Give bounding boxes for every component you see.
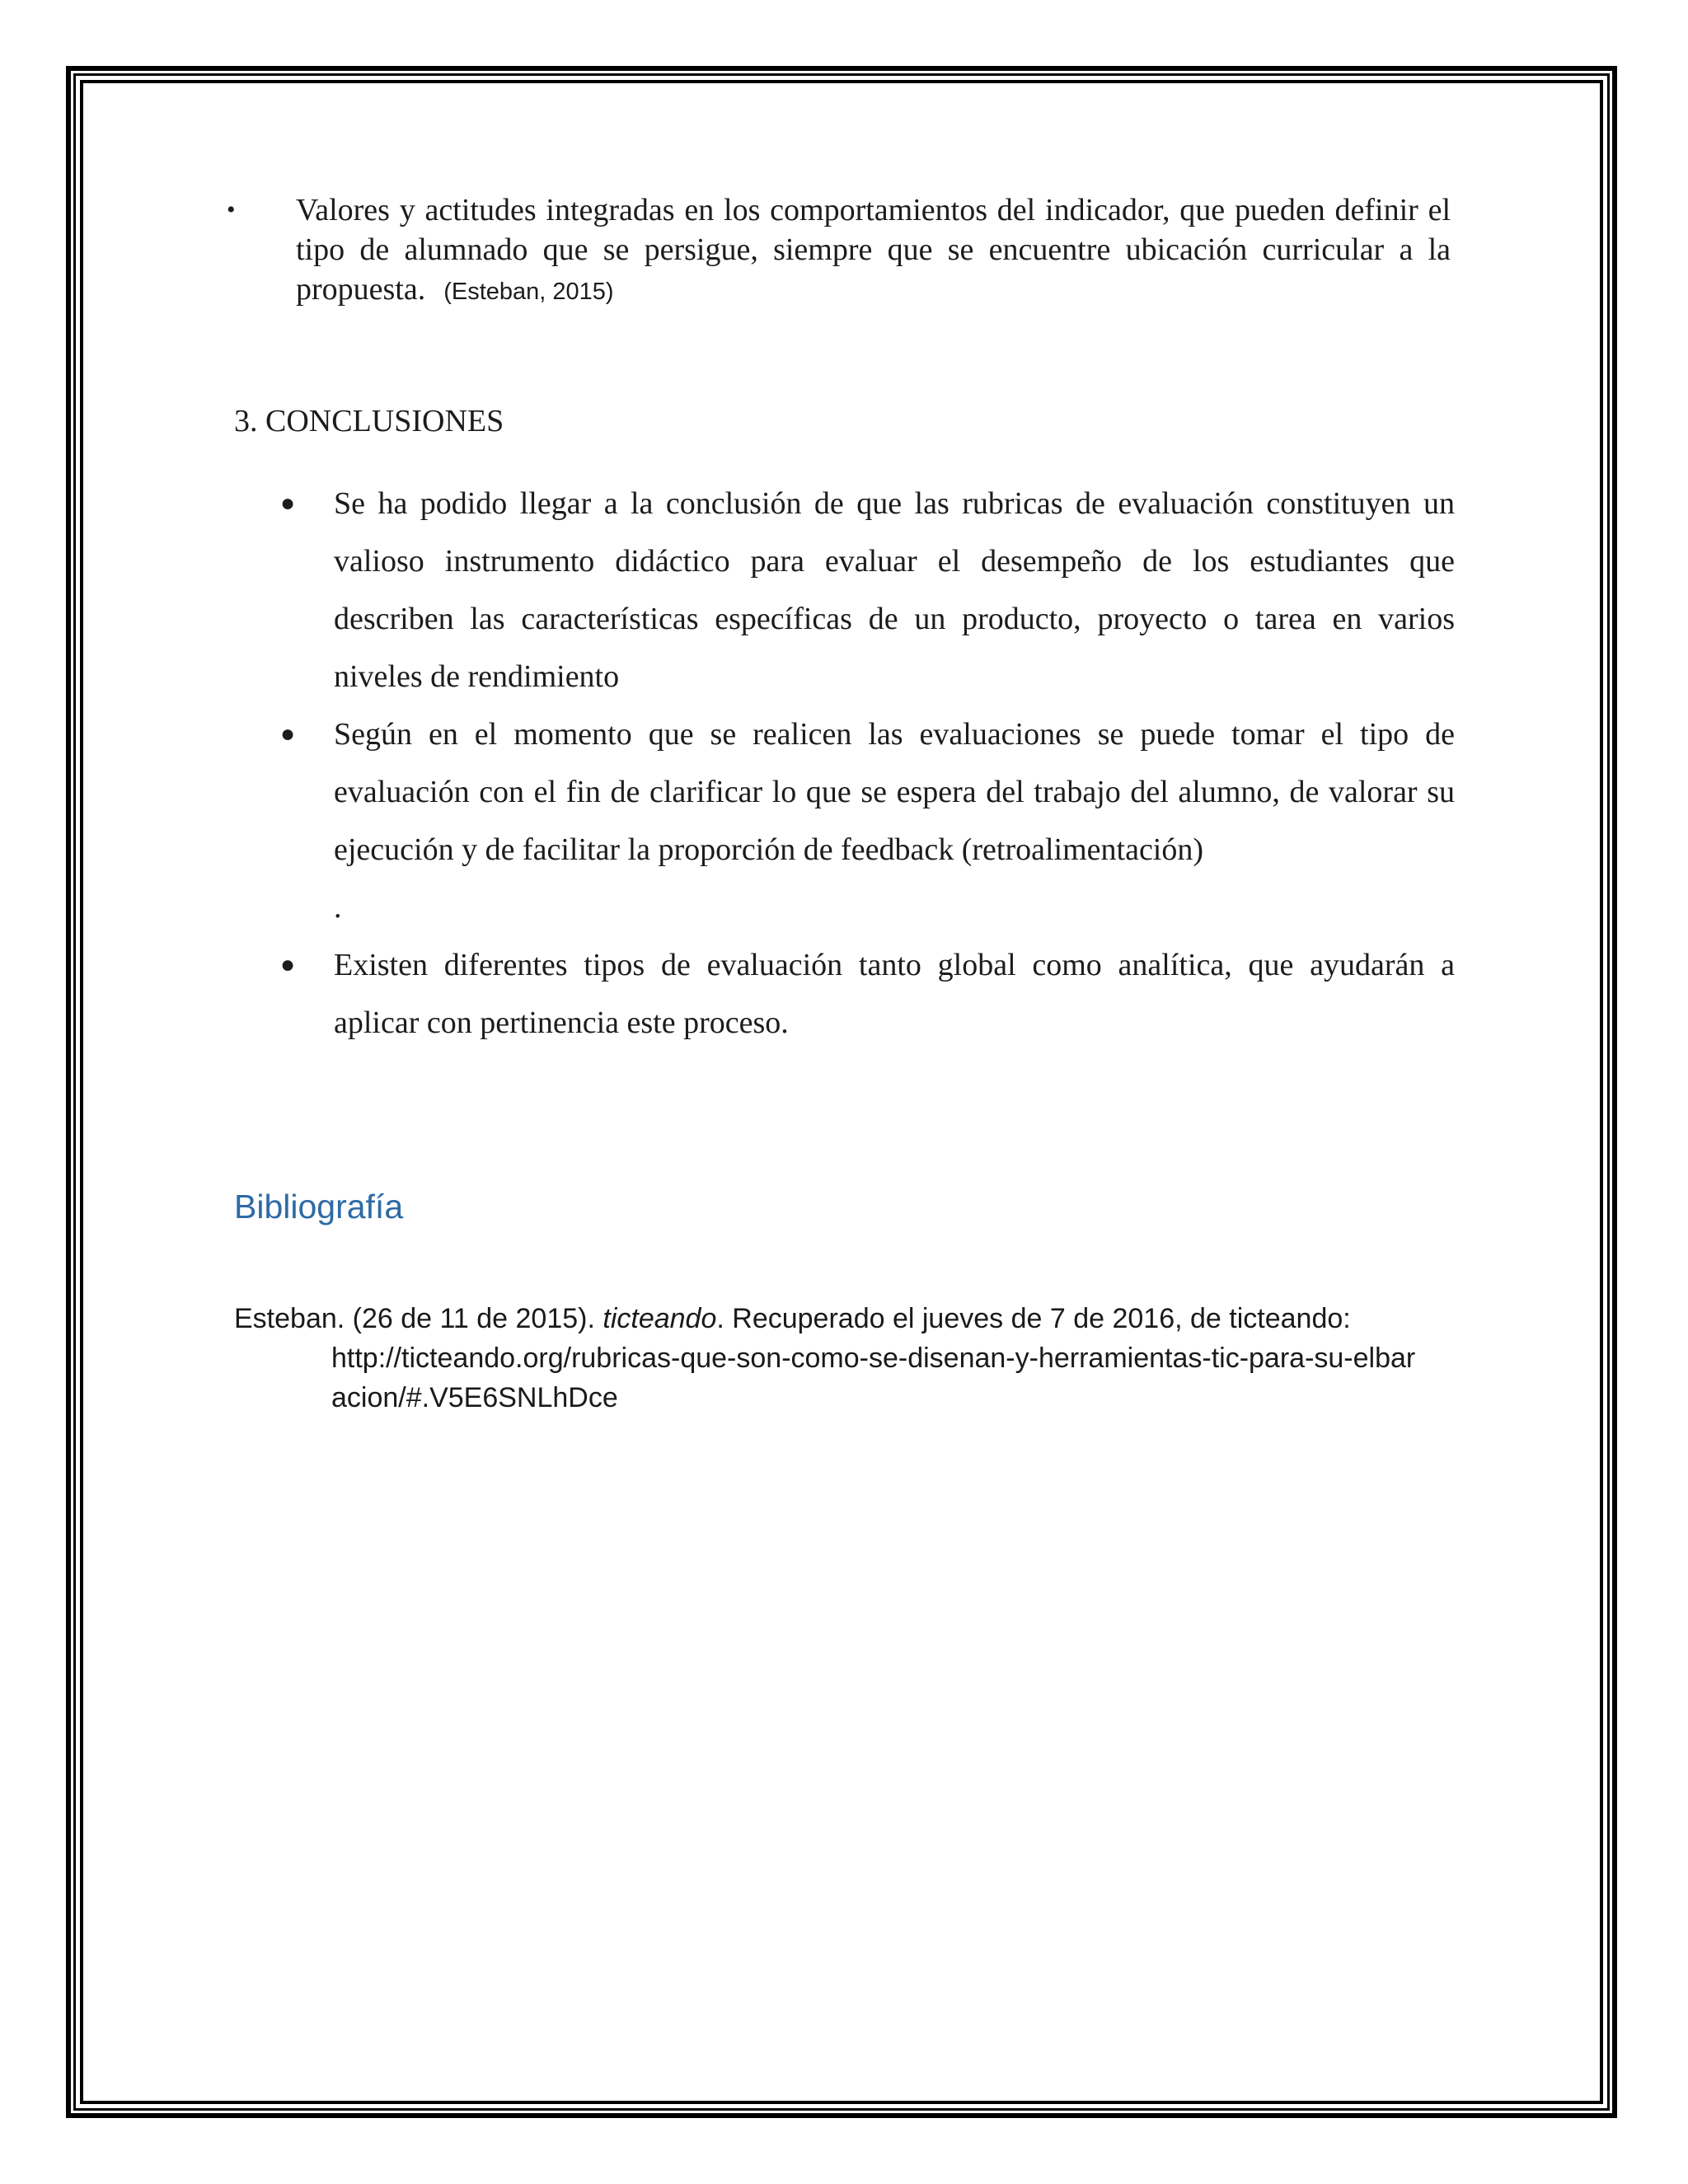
citation: (Esteban, 2015) (443, 279, 614, 305)
list-item-text: Según en el momento que se realicen las evaluaciones se puede tomar el tipo de evaluación con el fin de clarificar lo que se espera del trabajo del alumno, de valorar su ejecución y de facilitar la proporción de feedback (retroalimentación) (334, 717, 1455, 867)
list-item-text: Se ha podido llegar a la conclusión de que las rubricas de evaluación constituyen un valioso instrumento didáctico para evaluar el desempeño de los estudiantes que describen las características específicas de un producto, proyecto o tarea en varios niveles de rendimiento (334, 486, 1455, 694)
page-border-inner (80, 80, 1603, 2104)
reference-url: http://ticteando.org/rubricas-que-son-como-se-disenan-y-herramientas-tic-para-su-elbaracion/#.V5E6SNLhDce (331, 1343, 1416, 1413)
conclusions-heading: 3. CONCLUSIONES (234, 404, 504, 438)
list-item-text: Existen diferentes tipos de evaluación tanto global como analítica, que ayudarán a aplicar con pertinencia este proceso. (334, 948, 1455, 1040)
reference-title: ticteando (603, 1303, 717, 1334)
bullet-icon: ● (280, 720, 296, 748)
list-item-trail: . (334, 890, 342, 925)
bullet-icon: ● (280, 951, 296, 978)
list-item (280, 475, 1455, 705)
list-item (280, 705, 1455, 936)
list-item (280, 936, 1455, 1052)
reference-first-line: Esteban. (26 de 11 de 2015). ticteando. Recuperado el jueves de 7 de 2016, de ticteando: (234, 1303, 1351, 1334)
bullet-icon: • (227, 196, 236, 223)
bibliography-heading: Bibliografía (234, 1188, 404, 1226)
bibliography-entry (234, 1299, 1421, 1418)
top-bullet-text: Valores y actitudes integradas en los comportamientos del indicador, que pueden definir el tipo de alumnado que se persigue, siempre que se encuentre ubicación curricular a la propuesta. (Esteban, 2015) (296, 193, 1451, 307)
conclusions-list (280, 475, 1455, 1052)
top-bullet-item (227, 190, 1451, 312)
bullet-icon: ● (280, 490, 296, 517)
